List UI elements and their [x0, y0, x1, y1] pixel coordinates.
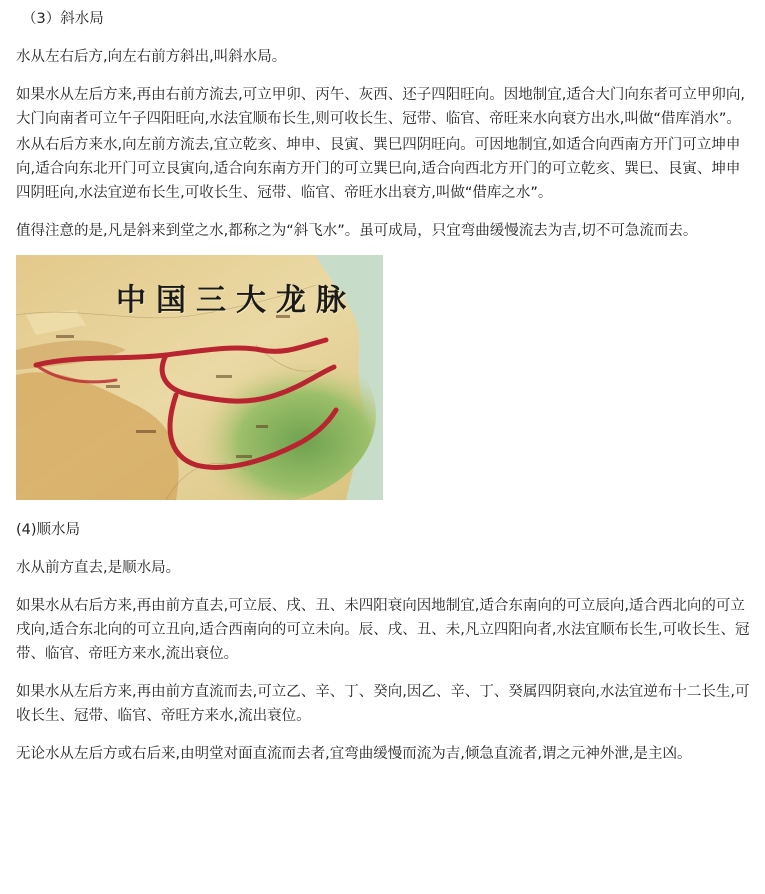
- section-4-heading: (4)顺水局: [16, 522, 81, 538]
- section-3-paragraph-2: 水从右后方来水,向左前方流去,宜立乾亥、坤申、艮寅、巽巳四阴旺向。可因地制宜,如适合向西南方开门可立坤申向,适合向东北开门可立艮寅向,适合向东南方开门的可立巽巳向,适合向西北方开门的可立乾亥、巽巳、艮寅、坤申四阴旺向,水法宜逆布长生,可收长生、冠带、临官、帝旺水出衰方,叫做“借库之水”。: [16, 137, 741, 201]
- section-4-intro: 水从前方直去,是顺水局。: [16, 560, 181, 576]
- section-4-paragraph-2: 如果水从左后方来,再由前方直流而去,可立乙、辛、丁、癸向,因乙、辛、丁、癸属四阴衰向,水法宜逆布十二长生,可收长生、冠带、临官、帝旺方来水,流出衰位。: [16, 684, 750, 724]
- section-3-paragraph-3: 值得注意的是,凡是斜来到堂之水,都称之为“斜飞水”。虽可成局，只宜弯曲缓慢流去为吉,切不可急流而去。: [16, 223, 698, 239]
- section-3-paragraph-1: 如果水从左后方来,再由右前方流去,可立甲卯、丙午、灰西、还子四阳旺向。因地制宜,适合大门向东者可立甲卯向,大门向南者可立午子四阳旺向,水法宜顺布长生,则可收长生、冠带、临官、帝旺来水向衰方出水,叫做“借库消水”。: [16, 87, 745, 127]
- section-4-paragraph-1: 如果水从右后方来,再由前方直去,可立辰、戌、丑、未四阳衰向因地制宜,适合东南向的可立辰向,适合西北向的可立戌向,适合东北向的可立丑向,适合西南向的可立未向。辰、戌、丑、未,凡立四阳向者,水法宜顺布长生,可收长生、冠带、临官、帝旺方来水,流出衰位。: [16, 598, 750, 662]
- section-3-heading: （3）斜水局: [22, 11, 104, 27]
- dragon-veins-map: [16, 255, 383, 500]
- map-title: 中国三大龙脉: [116, 283, 356, 318]
- section-4-paragraph-3: 无论水从左后方或右后来,由明堂对面直流而去者,宜弯曲缓慢而流为吉,倾急直流者,谓之元神外泄,是主凶。: [16, 746, 692, 762]
- section-3-intro: 水从左右后方,向左右前方斜出,叫斜水局。: [16, 49, 287, 65]
